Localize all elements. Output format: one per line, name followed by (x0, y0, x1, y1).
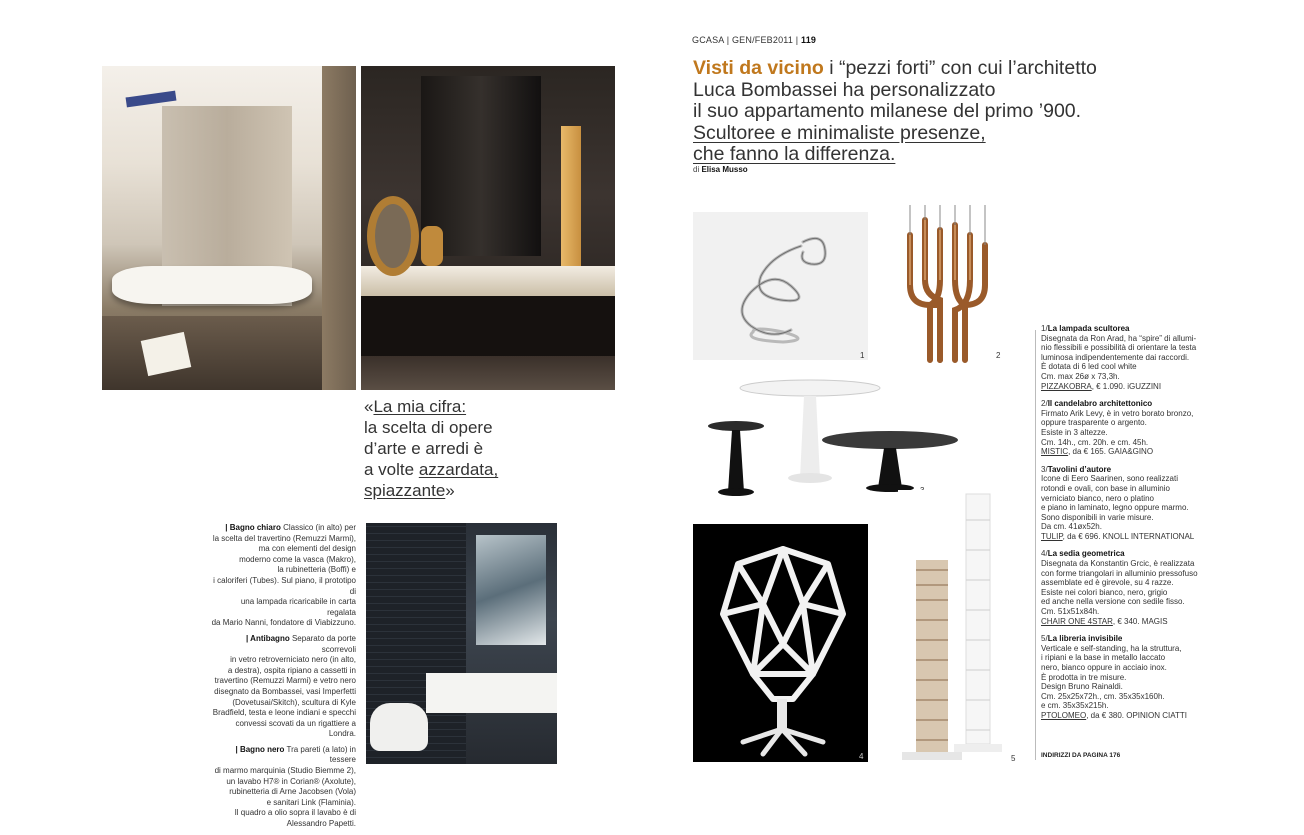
caption-title: Antibagno (250, 633, 290, 643)
headline: Visti da vicino i “pezzi forti” con cui l’architetto Luca Bombassei ha personalizzato il suo appartamento milanese del primo ’900. Scultoree e minimaliste presenze, che fanno la differenza. (693, 57, 1097, 165)
photo-tavolini (700, 378, 965, 496)
product-line: ed anche nella versione con sedile fisso. (1041, 597, 1185, 607)
caption-line: disegnato da Bombassei, vasi Imperfetti (214, 686, 356, 696)
caption-line: e sanitari Link (Flaminia). (266, 797, 356, 807)
product-captions (1041, 324, 1256, 729)
product-line: assemblate ed è girevole, su 4 razze. (1041, 578, 1174, 588)
product-caption: 1/La lampada scultorea Disegnata da Ron Arad, ha “spire” di allumi- nio flessibili e possibilità di orientare la testa luminosa indipendentemente dai raccordi. È dotata di 6 led cool white Cm. max 26ø x 73,3h. PIZZAKOBRA, € 1.090. iGUZZINI (1041, 324, 1197, 391)
caption-line: da Mario Nanni, fondatore di Viabizzuno. (211, 618, 356, 628)
caption-line: travertino (Remuzzi Marmi) e vetro nero (214, 676, 356, 686)
product-number: 5 (1041, 634, 1046, 644)
product-title: La lampada scultorea (1047, 324, 1130, 333)
product-number: 2 (1041, 399, 1046, 409)
addresses-note: INDIRIZZI DA PAGINA 176 (1041, 752, 1121, 759)
caption-line: la scelta del travertino (Remuzzi Marmi), (212, 533, 356, 543)
product-caption: 4/La sedia geometrica Disegnata da Konstantin Grcic, è realizzata con forme triangolari in alluminio pressofuso assemblate ed è girevole, su 4 razze. Esiste nei colori bianco, nero, grigio ed anche nella versione con sedile fisso. Cm. 51x51x84h. CHAIR ONE 4STAR, € 340. MAGIS (1041, 549, 1198, 626)
product-line: Disegnata da Konstantin Grcic, è realizzata (1041, 559, 1195, 569)
product-price: , da € 696. KNOLL INTERNATIONAL (1062, 531, 1195, 541)
product-caption: 5/La libreria invisibile Verticale e self-standing, ha la struttura, i ripiani e la base in metallo laccato nero, bianco oppure in acciaio inox. È prodotta in tre misure. Design Bruno Rainaldi. Cm. 25x25x72h., cm. 35x35x160h. e cm. 35x35x215h. PTOLOMEO, da € 380. OPINION CIATTI (1041, 634, 1187, 720)
product-line: Cm. 14h., cm. 20h. e cm. 45h. (1041, 437, 1149, 447)
pull-quote: «La mia cifra: la scelta di opere d’arte e arredi è a volte azzardata, spiazzante» (364, 397, 499, 500)
product-line: i ripiani e la base in metallo laccato (1041, 653, 1166, 663)
caption-title: Bagno nero (239, 744, 285, 754)
product-line: nero, bianco oppure in acciaio inox. (1041, 663, 1167, 672)
caption-line: Bradfield, testa e leone indiani e specchi (212, 708, 356, 718)
caption-line: un lavabo H7® in Corian® (Axolute), (226, 776, 356, 786)
caption-bar: | (246, 633, 251, 643)
photo-sedia (693, 524, 868, 762)
product-line: e cm. 35x35x215h. (1041, 701, 1109, 711)
product-title: La sedia geometrica (1047, 549, 1125, 559)
left-captions (210, 523, 356, 835)
product-number: 3 (1041, 464, 1046, 474)
headline-kicker: Visti da vicino (693, 57, 824, 79)
caption-line: a destra), ospita ripiano a cassetti in (227, 665, 356, 675)
folio: GCASA | GEN/FEB2011 | 119 (692, 35, 817, 45)
product-price: , € 340. MAGIS (1112, 616, 1168, 626)
product-line: Design Bruno Rainaldi. (1041, 682, 1123, 692)
product-line: È prodotta in tre misure. (1041, 672, 1127, 682)
product-line: e piano in laminato, legno oppure marmo. (1041, 503, 1189, 513)
byline: di Elisa Musso (693, 165, 748, 174)
product-line: luminosa indipendentemente dai raccordi. (1041, 352, 1190, 362)
product-name: PTOLOMEO (1041, 710, 1087, 720)
product-line: verniciato bianco, nero o platino (1041, 493, 1154, 503)
photo-bagno-chiaro (102, 66, 356, 390)
caption-number-2: 2 (996, 351, 1001, 360)
product-title: Il candelabro architettonico (1047, 399, 1153, 409)
product-line: Esiste nei colori bianco, nero, grigio (1041, 587, 1168, 597)
product-name: MISTIC (1041, 447, 1069, 457)
product-line: Sono disponibili in varie misure. (1041, 512, 1154, 522)
product-line: rotondi e ovali, con base in alluminio (1041, 483, 1170, 493)
column-divider (1035, 330, 1036, 760)
caption-line: una lampada ricaricabile in carta regalata (240, 597, 356, 617)
caption-bar: | (235, 744, 240, 754)
photo-libreria (898, 490, 1008, 762)
product-line: oppure trasparente o argento. (1041, 418, 1147, 428)
product-number: 4 (1041, 549, 1046, 559)
product-number: 1 (1041, 324, 1046, 333)
caption-block (210, 634, 356, 740)
product-name: PIZZAKOBRA (1041, 381, 1092, 391)
product-line: Firmato Arik Levy, è in vetro borato bronzo, (1041, 408, 1194, 418)
product-line: Esiste in 3 altezze. (1041, 427, 1108, 437)
photo-candelabro (880, 205, 1005, 363)
caption-line: i caloriferi (Tubes). Sul piano, il prototipo di (213, 575, 356, 596)
caption-line: Tra pareti (a lato) in tessere (286, 744, 356, 765)
product-line: Icone di Eero Saarinen, sono realizzati (1041, 474, 1178, 484)
photo-antibagno (361, 66, 615, 390)
product-price: , da € 165. GAIA&GINO (1068, 447, 1154, 457)
caption-line: rubinetteria di Arne Jacobsen (Vola) (229, 787, 356, 797)
caption-line: (Dovetusai/Skitch), scultura di Kyle (232, 697, 356, 707)
product-title: Tavolini d’autore (1047, 464, 1112, 474)
caption-line: di marmo marquinia (Studio Biemme 2), (214, 766, 356, 776)
caption-number-1: 1 (860, 351, 865, 360)
caption-line: convessi scovati da un rigattiere a Londra. (235, 718, 356, 739)
product-line: nio flessibili e possibilità di orientare la testa (1041, 343, 1197, 353)
caption-block (210, 745, 356, 830)
caption-line: ma con elementi del design (258, 544, 356, 554)
caption-number-4: 4 (859, 752, 864, 761)
product-title: La libreria invisibile (1047, 634, 1123, 644)
caption-block (210, 523, 356, 629)
caption-line: Il quadro a olio sopra il lavabo è di (234, 808, 356, 818)
product-caption: 2/Il candelabro architettonico Firmato Arik Levy, è in vetro borato bronzo, oppure trasparente o argento. Esiste in 3 altezze. Cm. 14h., cm. 20h. e cm. 45h. MISTIC, da € 165. GAIA&GINO (1041, 399, 1194, 457)
caption-line: Classico (in alto) per (283, 523, 356, 532)
caption-line: la rubinetteria (Boffi) e (277, 565, 356, 575)
caption-line: Alessandro Papetti. (286, 819, 356, 829)
photo-lampada (693, 212, 868, 360)
caption-title: Bagno chiaro (229, 523, 281, 532)
product-price: , da € 380. OPINION CIATTI (1086, 710, 1187, 720)
product-line: È dotata di 6 led cool white (1041, 362, 1137, 372)
product-name: TULIP (1041, 531, 1063, 541)
product-caption: 3/Tavolini d’autore Icone di Eero Saarinen, sono realizzati rotondi e ovali, con base in alluminio verniciato bianco, nero o platino e piano in laminato, legno oppure marmo. Sono disponibili in varie misure. Da cm. 41øx52h. TULIP, da € 696. KNOLL INTERNATIONAL (1041, 464, 1195, 541)
product-price: , € 1.090. iGUZZINI (1091, 381, 1162, 391)
caption-line: moderno come la vasca (Makro), (239, 554, 356, 564)
product-line: Cm. 25x25x72h., cm. 35x35x160h. (1041, 691, 1165, 701)
product-line: Disegnata da Ron Arad, ha “spire” di allumi- (1041, 333, 1197, 343)
caption-bar: | (225, 523, 230, 532)
product-line: Verticale e self-standing, ha la struttura, (1041, 643, 1182, 653)
product-line: Cm. 51x51x84h. (1041, 607, 1100, 617)
product-name: CHAIR ONE 4STAR (1041, 616, 1113, 626)
product-line: Da cm. 41øx52h. (1041, 522, 1102, 532)
caption-number-5: 5 (1011, 754, 1016, 763)
product-line: Cm. max 26ø x 73,3h. (1041, 371, 1120, 381)
photo-bagno-nero (366, 523, 557, 764)
caption-line: Separato da porte scorrevoli (291, 633, 356, 654)
caption-line: in vetro retroverniciato nero (in alto, (230, 655, 356, 665)
product-line: con forme triangolari in alluminio pressofuso (1041, 568, 1198, 578)
